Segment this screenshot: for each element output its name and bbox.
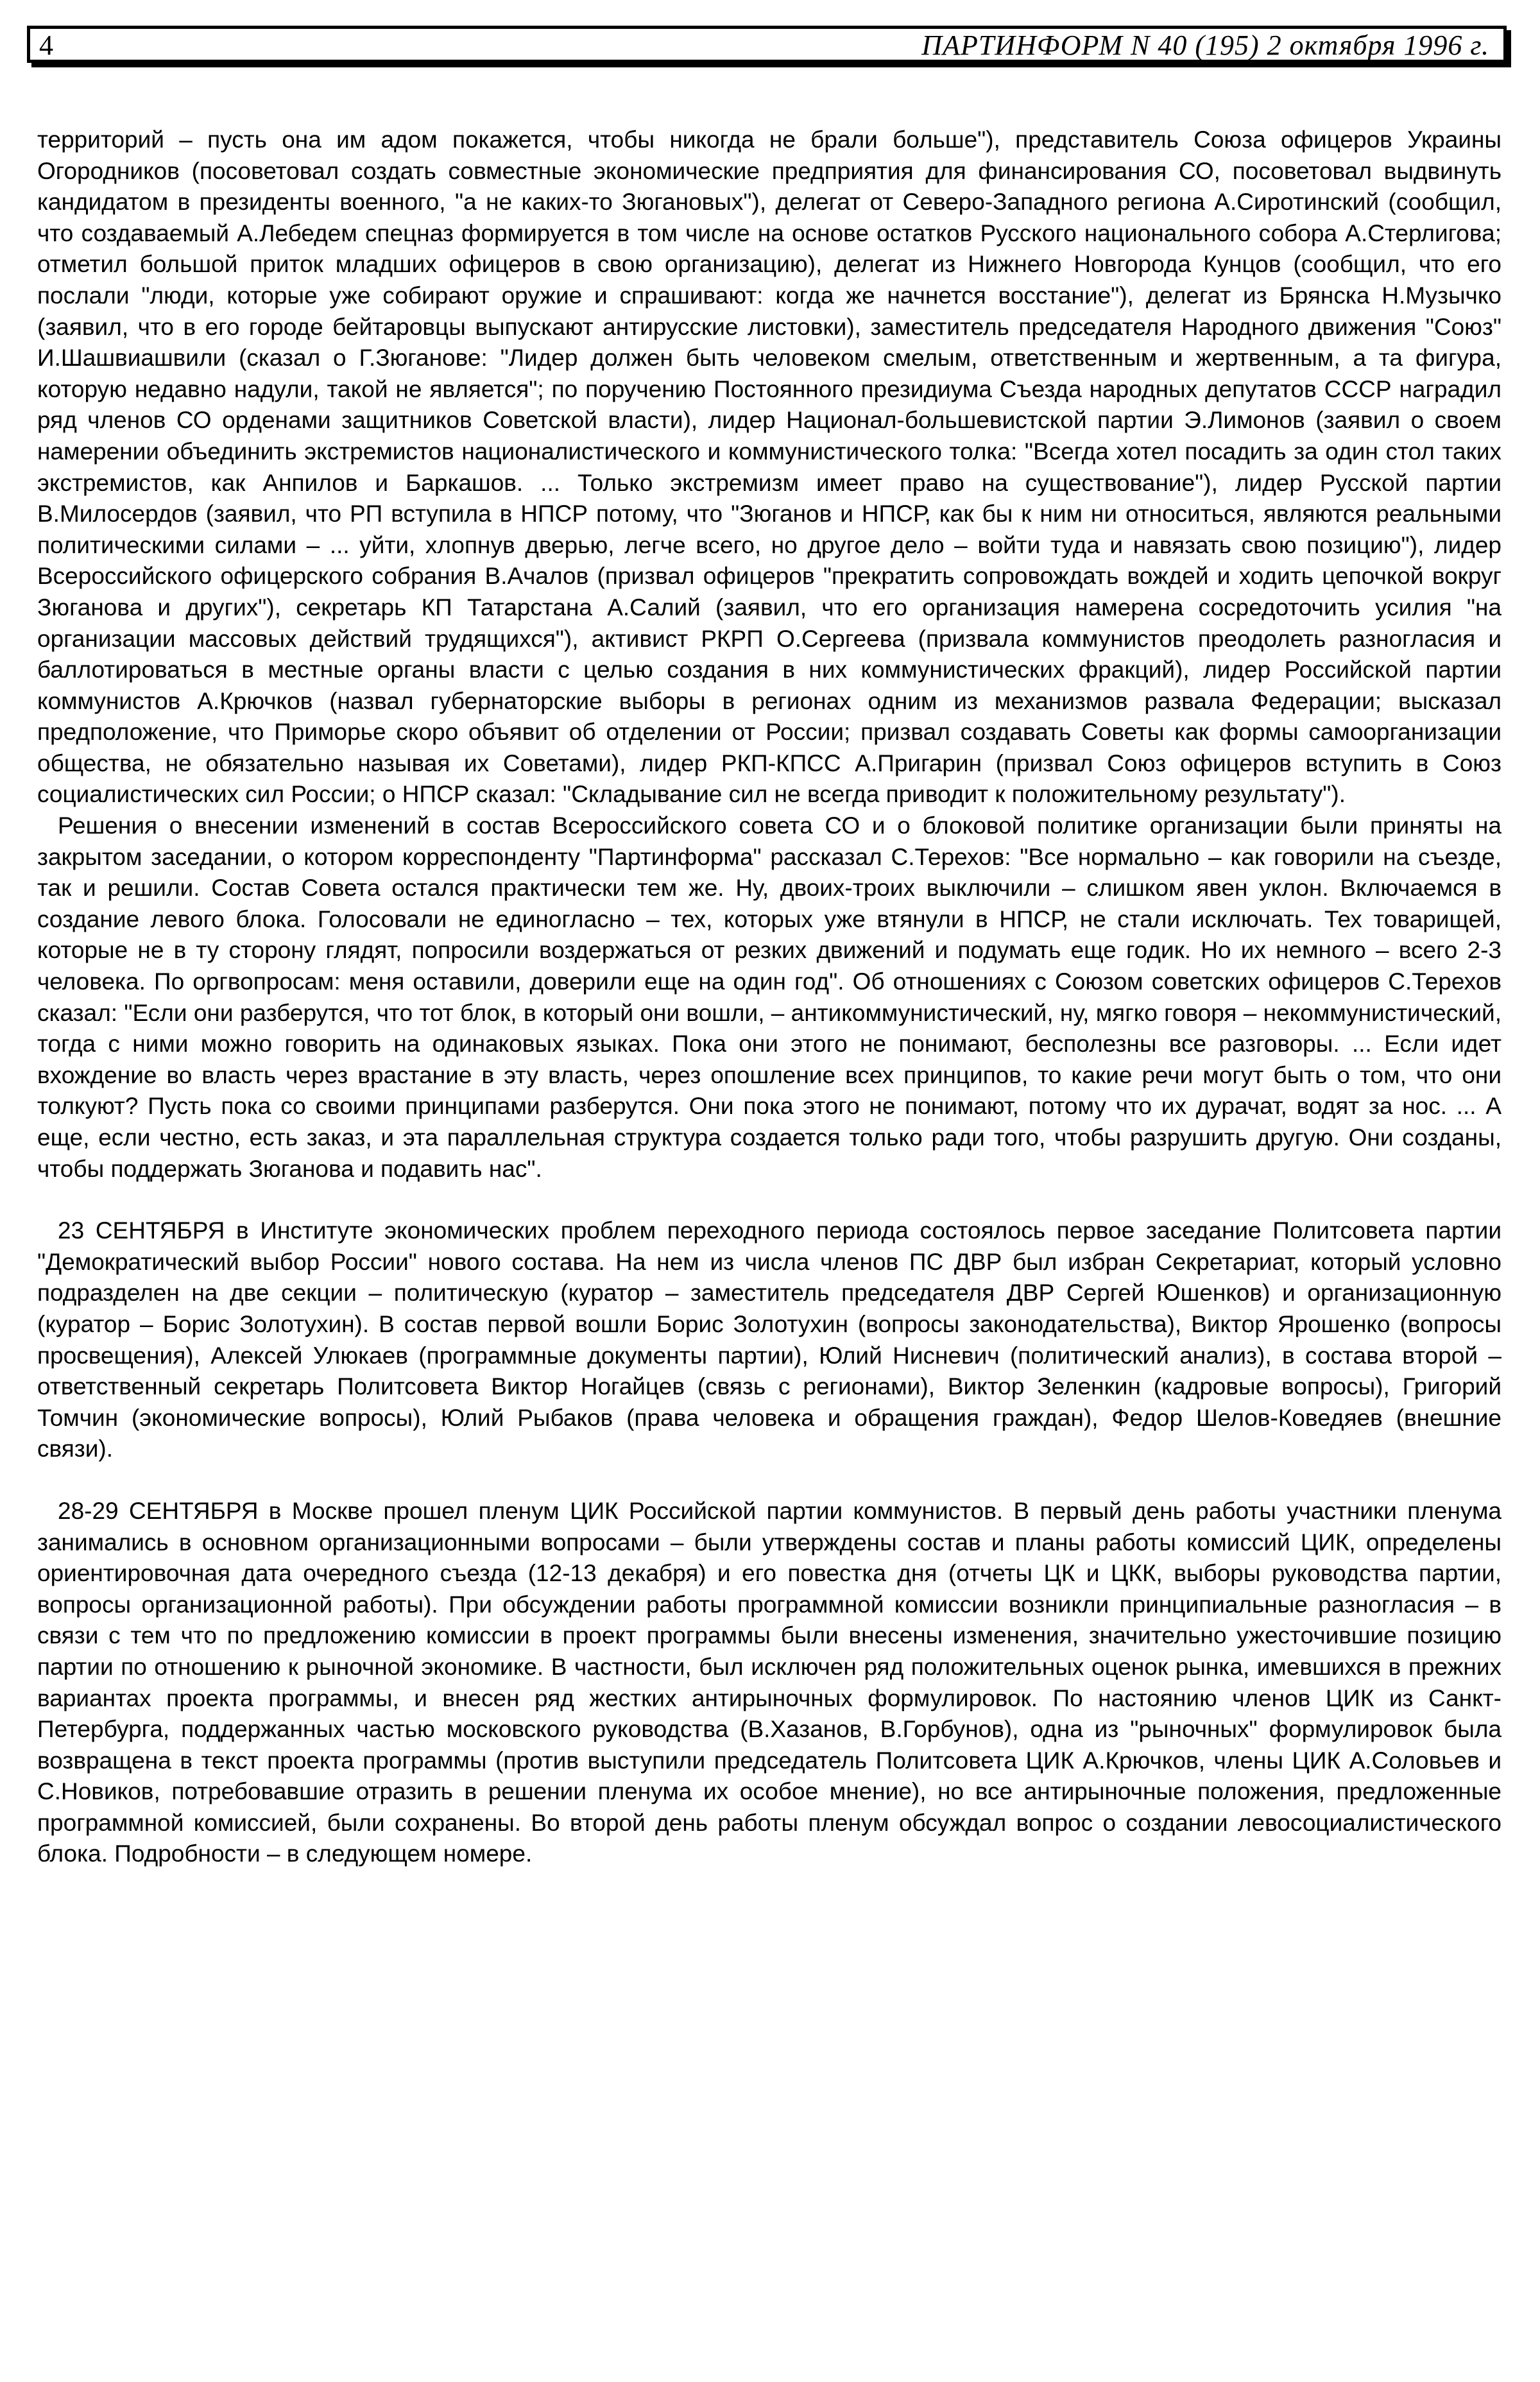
paragraph-council-decisions: Решения о внесении изменений в состав Всероссийского совета СО и о блоковой политике организации были приняты на закрытом заседании, о котором корреспонденту "Партинформа" рассказал С.Терехов: "Все нормально – как говорили на съезде, так и решили. Состав Совета остался практически тем же. Ну, двоих-троих выключили – слишком явен уклон. Включаемся в создание левого блока. Голосовали не единогласно – тех, которых уже втянули в НПСР, не стали исключать. Тех товарищей, которые не в ту сторону глядят, попросили воздержаться от резких движений и подумать еще годик. Но их немного – всего 2-3 человека. По оргвопросам: меня оставили, доверили еще на один год". Об отношениях с Союзом советских офицеров С.Терехов сказал: "Если они разберутся, что тот блок, в который они вошли, – антикоммунистический, ну, мягко говоря – некоммунистический, тогда с ними можно говорить на одинаковых языках. Пока они этого не понимают, бесполезны все разговоры. ... Если идет вхождение во власть через врастание в эту власть, через опошление всех принципов, то какие речи могут быть о том, что они толкуют? Пусть пока со своими принципами разберутся. Они пока этого не понимают, потому что их дурачат, водят за нос. ... А еще, если честно, есть заказ, и эта параллельная структура создается только ради того, чтобы разрушить другую. Они созданы, чтобы поддержать Зюганова и подавить нас". [37, 812, 1502, 1182]
page-number: 4 [39, 30, 53, 61]
paragraph-rpk-plenum: 28-29 СЕНТЯБРЯ в Москве прошел пленум ЦИК Российской партии коммунистов. В первый день работы участники пленума занимались в основном организационными вопросами – были утверждены состав и планы работы комиссий ЦИК, определены ориентировочная дата очередного съезда (12-13 декабря) и его повестка дня (отчеты ЦК и ЦКК, выборы руководства партии, вопросы организационной работы). При обсуждении работы программной комиссии возникли принципиальные разногласия – в связи с тем что по предложению комиссии в проект программы были внесены изменения, значительно ужесточившие позицию партии по отношению к рыночной экономике. В частности, был исключен ряд положительных оценок рынка, имевшихся в прежних вариантах проекта программы, и внесен ряд жестких антирыночных формулировок. По настоянию членов ЦИК из Санкт-Петербурга, поддержанных частью московского руководства (В.Хазанов, В.Горбунов), одна из "рыночных" формулировок была возвращена в текст проекта программы (против выступили председатель Политсовета ЦИК А.Крючков, члены ЦИК А.Соловьев и С.Новиков, потребовавшие отразить в решении пленума их особое мнение), но все антирыночные положения, предложенные программной комиссией, были сохранены. Во второй день работы пленум обсуждал вопрос о создании левосоциалистического блока. Подробности – в следующем номере. [37, 1497, 1502, 1867]
paragraph-continued-list: территорий – пусть она им адом покажется, чтобы никогда не брали больше"), представитель Союза офицеров Украины Огородников (посоветовал создать совместные экономические предприятия для финансирования СО, посоветовал выдвинуть кандидатом в президенты военного, "а не каких-то Зюгановых"), делегат от Северо-Западного региона А.Сиротинский (сообщил, что создаваемый А.Лебедем спецназ формируется в том числе на основе остатков Русского национального собора А.Стерлигова; отметил большой приток младших офицеров в свою организацию), делегат из Нижнего Новгорода Кунцов (сообщил, что его послали "люди, которые уже собирают оружие и спрашивают: когда же начнется восстание"), делегат из Брянска Н.Музычко (заявил, что в его городе бейтаровцы выпускают антирусские листовки), заместитель председателя Народного движения "Союз" И.Шашвиашвили (сказал о Г.Зюганове: "Лидер должен быть человеком смелым, ответственным и жертвенным, а та фигура, которую недавно надули, такой не является"; по поручению Постоянного президиума Съезда народных депутатов СССР наградил ряд членов СО орденами защитников Советской власти), лидер Национал-большевистской партии Э.Лимонов (заявил о своем намерении объединить экстремистов националистического и коммунистического толка: "Всегда хотел посадить за один стол таких экстремистов, как Анпилов и Баркашов. ... Только экстремизм имеет право на существование"), лидер Русской партии В.Милосердов (заявил, что РП вступила в НПСР потому, что "Зюганов и НПСР, как бы к ним ни относиться, являются реальными политическими силами – ... уйти, хлопнув дверью, легче всего, но другое дело – войти туда и навязать свою позицию"), лидер Всероссийского офицерского собрания В.Ачалов (призвал офицеров "прекратить сопровождать вождей и ходить цепочкой вокруг Зюганова и других"), секретарь КП Татарстана А.Салий (заявил, что его организация намерена сосредоточить усилия "на организации массовых действий трудящихся"), активист РКРП О.Сергеева (призвала коммунистов преодолеть разногласия и баллотироваться в местные органы власти с целью создания в них коммунистических фракций), лидер Российской партии коммунистов А.Крючков (назвал губернаторские выборы в регионах одним из механизмов развала Федерации; высказал предположение, что Приморье скоро объявит об отделении от России; призвал создавать Советы как формы самоорганизации общества, не обязательно называя их Советами), лидер РКП-КПСС А.Пригарин (призвал Союз офицеров вступить в Союз социалистических сил России; о НПСР сказал: "Складывание сил не всегда приводит к положительному результату"). [37, 126, 1502, 808]
paragraph-gap [37, 1465, 1502, 1496]
page-header [27, 26, 1507, 63]
paragraph-dvr-politsovet: 23 СЕНТЯБРЯ в Институте экономических проблем переходного периода состоялось первое заседание Политсовета партии "Демократический выбор России" нового состава. На нем из числа членов ПС ДВР был избран Секретариат, который условно подразделен на две секции – политическую (куратор – заместитель председателя ДВР Сергей Юшенков) и организационную (куратор – Борис Золотухин). В состав первой вошли Борис Золотухин (вопросы законодательства), Виктор Ярошенко (вопросы просвещения), Алексей Улюкаев (программные документы партии), Юлий Нисневич (политический анализ), в состава второй – ответственный секретарь Политсовета Виктор Ногайцев (связь с регионами), Виктор Зеленкин (кадровые вопросы), Григорий Томчин (экономические вопросы), Юлий Рыбаков (права человека и обращения граждан), Федор Шелов-Коведяев (внешние связи). [37, 1217, 1502, 1462]
paragraph-gap [37, 1185, 1502, 1215]
publication-title: ПАРТИНФОРМ N 40 (195) 2 октября 1996 г. [921, 30, 1489, 61]
article-body [37, 124, 1502, 1870]
